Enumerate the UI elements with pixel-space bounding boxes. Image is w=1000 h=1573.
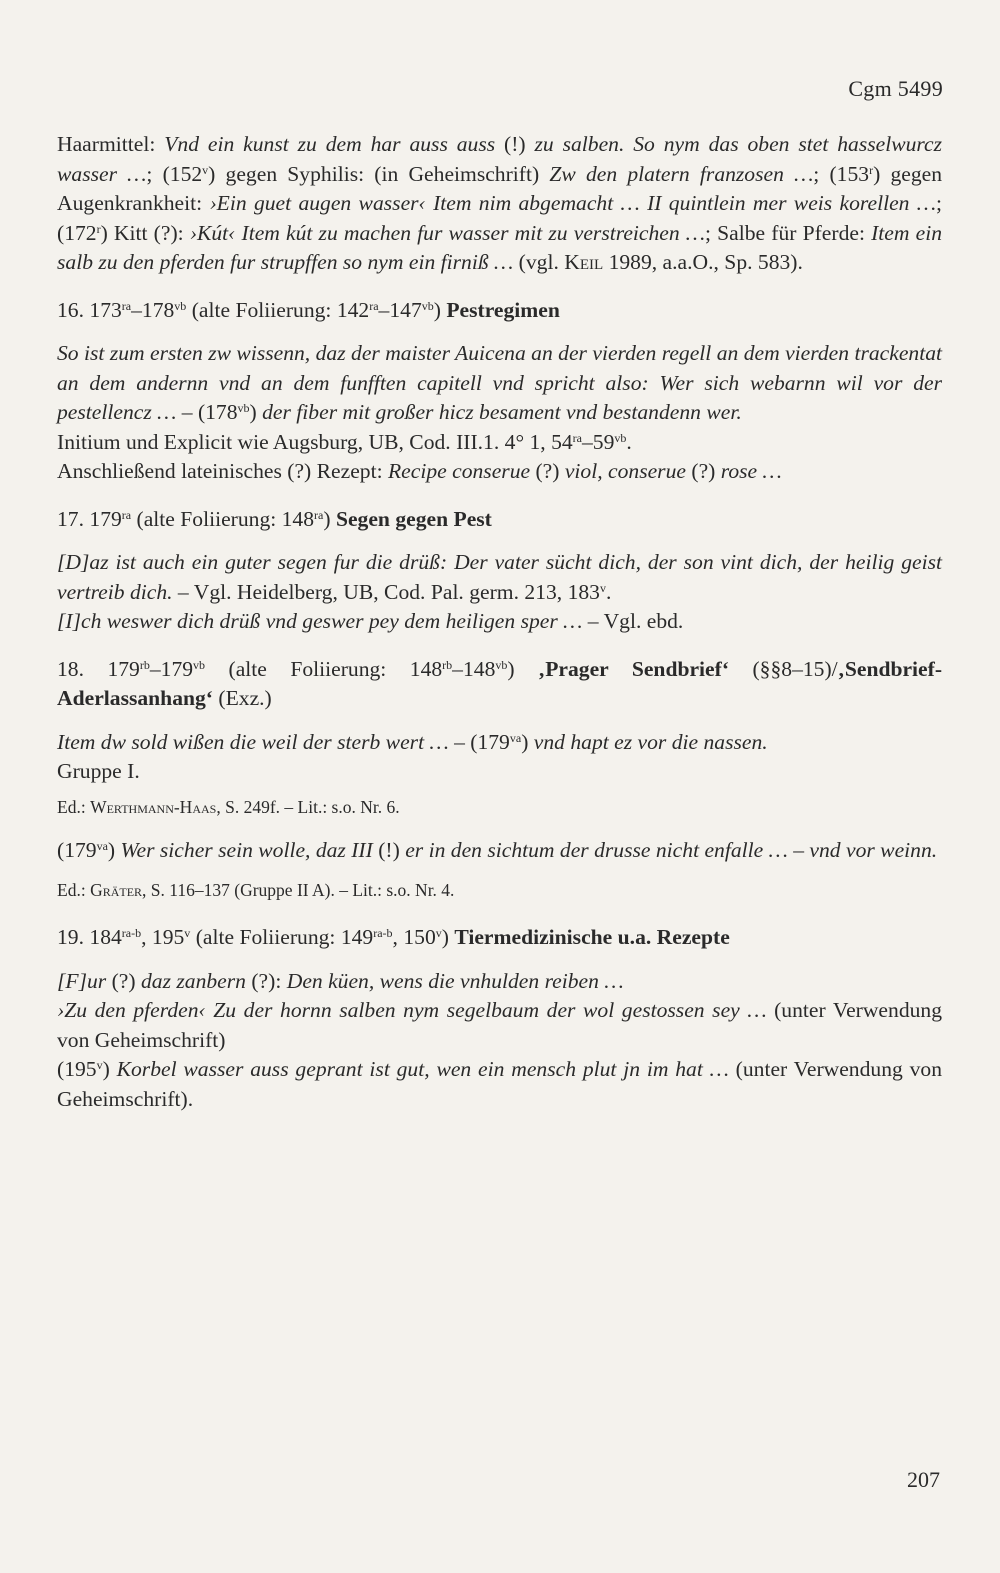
quote-run: So ist zum ersten zw wissenn, daz der maister Auicena an der vierden regell an dem vierden trackentat an dem andernn vnd an dem funfften capitell vnd spricht also: Wer sich webarnn wil vor der pestellencz … <box>57 341 942 424</box>
folio-sup: ra-b <box>373 926 393 940</box>
text-run: ; (152 <box>146 161 203 186</box>
text-run: (alte Foliierung: 148 <box>131 506 315 531</box>
entry-title: ‚Prager Sendbrief‘ <box>538 656 730 681</box>
text-run: (alte Foliierung: 149 <box>190 925 374 949</box>
entry-18-group: Gruppe I. <box>57 759 140 783</box>
folio-sup: ra-b <box>121 926 142 940</box>
quote-run: vnd hapt ez vor die nassen. <box>533 729 768 754</box>
text-run: ) <box>521 729 534 754</box>
author-name: Gräter <box>90 879 143 900</box>
folio-sup: ra <box>369 298 379 313</box>
folio-sup: r <box>96 221 101 236</box>
text-run: (!) <box>495 132 535 156</box>
folio-sup: r <box>869 162 874 177</box>
text-run: –148 <box>452 656 496 681</box>
text-run: 16. 173 <box>57 297 122 322</box>
text-run: (alte Foliierung: 142 <box>186 297 370 322</box>
folio-sup: v <box>435 926 442 940</box>
entry-19-recipe-2 <box>57 996 942 1055</box>
text-run: (vgl. <box>513 250 565 274</box>
text-run: (?): <box>245 968 287 993</box>
text-run: ) <box>102 1057 117 1081</box>
folio-sup: ra <box>121 298 132 313</box>
entry-16-quote <box>57 339 942 428</box>
text-run: – Vgl. ebd. <box>582 609 684 633</box>
text-run: (§§8–15)/ <box>729 656 838 681</box>
text-run: ) Kitt (?): <box>100 220 190 245</box>
quote-run: Zw den platern franzosen … <box>549 161 814 186</box>
text-run: ) <box>323 506 336 531</box>
text-run: ) <box>107 838 121 862</box>
entry-18-edition <box>57 793 942 823</box>
entry-19-recipe-1 <box>57 967 942 997</box>
text-run: ) gegen Syphilis: (in Geheimschrift) <box>208 161 550 186</box>
quote-run: [I]ch weswer dich drüß vnd geswer pey dem heiligen sper … <box>57 609 583 633</box>
entry-17-quote-2 <box>57 607 942 637</box>
quote-run: Wer sicher sein wolle, daz III <box>120 838 373 862</box>
text-run: (unter Verwendung von Geheimschrift) <box>57 998 943 1052</box>
entry-18-edition-2 <box>57 876 942 906</box>
text-run: 19. 184 <box>57 925 122 949</box>
text-run: , 195 <box>141 925 185 949</box>
text-run: , S. 249f. – Lit.: s.o. Nr. 6. <box>216 796 400 817</box>
folio-sup: vb <box>495 657 508 672</box>
entry-15-continuation <box>57 130 942 278</box>
text-run: ) gegen Augenkrankheit: <box>57 161 943 215</box>
entry-17-quote <box>57 548 942 607</box>
text-run: (179 <box>57 838 97 862</box>
quote-run: Korbel wasser auss geprant ist gut, wen ein mensch plut jn im hat … <box>116 1057 729 1081</box>
folio-sup: ra <box>314 507 324 522</box>
text-run: – Vgl. Heidelberg, UB, Cod. Pal. germ. 213, 183 <box>172 579 600 604</box>
text-run: 1989, a.a.O., Sp. 583). <box>603 250 803 274</box>
text-run: –179 <box>149 656 194 681</box>
text-run: –178 <box>131 297 175 322</box>
quote-run: [F]ur <box>57 968 107 993</box>
text-run: , 150 <box>392 925 436 949</box>
quote-run: ›Zu den pferden‹ Zu der hornn salben nym segelbaum der wol gestossen sey … <box>57 998 767 1022</box>
entry-19-heading <box>57 923 942 953</box>
text-run: . <box>626 429 632 454</box>
folio-sup: vb <box>237 401 250 415</box>
entry-title: ‚Sendbrief-Aderlassanhang‘ <box>57 656 943 710</box>
quote-run: Den küen, wens die vnhulden reiben … <box>286 968 624 993</box>
entry-18-sub-quote <box>57 836 942 866</box>
quote-run: zu salben. So nym das oben stet hasselwurcz wasser … <box>57 132 942 186</box>
folio-sup: v <box>202 162 209 177</box>
text-run: – (179 <box>448 729 510 754</box>
entry-16-note <box>57 428 942 458</box>
entry-18-heading <box>57 655 942 714</box>
folio-sup: va <box>509 730 522 745</box>
quote-run: ›Ein guet augen wasser‹ Item nim abgemacht … II quintlein mer weis korellen … <box>209 191 936 215</box>
text-run: , S. 116–137 (Gruppe II A). – Lit.: s.o. Nr. 4. <box>142 879 455 900</box>
text-run: ; (153 <box>813 161 870 186</box>
entry-16-heading <box>57 296 942 326</box>
text-run: 17. 179 <box>57 506 122 531</box>
folio-sup: ra <box>572 430 582 445</box>
folio-sup: vb <box>174 298 187 313</box>
text-run: ) <box>507 656 539 681</box>
entry-19-recipe-3 <box>57 1055 942 1114</box>
text-run: (195 <box>57 1057 97 1081</box>
text-run: . <box>605 579 612 604</box>
quote-run: rose … <box>720 459 782 483</box>
quote-run: [D]az ist auch ein guter segen fur die drüß: Der vater sücht dich, der son vint dich, der heilig geist vertreib dich. <box>57 550 942 604</box>
text-run: ; Salbe für Pferde: <box>705 220 872 245</box>
text-run: ) <box>433 297 447 322</box>
page-number: 207 <box>907 1467 940 1492</box>
entry-title: Segen gegen Pest <box>335 506 492 531</box>
entry-18-quote <box>57 728 942 758</box>
text-run: (?) <box>530 459 565 483</box>
folio-sup: va <box>96 839 108 853</box>
text-run: (alte Foliierung: 148 <box>205 656 443 681</box>
entry-title: Pestregimen <box>446 297 560 322</box>
quote-run: daz zanbern <box>140 968 246 993</box>
catalog-text <box>57 130 942 1114</box>
text-run: (?) <box>685 459 721 483</box>
folio-sup: v <box>96 1058 103 1072</box>
folio-sup: rb <box>139 657 150 672</box>
text-run: Anschließend lateinisches (?) Rezept: <box>57 459 388 483</box>
text-run: –59 <box>582 429 615 454</box>
text-run: Haarmittel: <box>57 132 165 156</box>
entry-title: Tiermedizinische u.a. Rezepte <box>454 925 730 949</box>
entry-17-heading <box>57 505 942 535</box>
folio-sup: vb <box>193 657 206 672</box>
author-name: Werthmann-Haas <box>90 796 217 817</box>
folio-sup: v <box>184 926 191 940</box>
quote-run: Vnd ein kunst zu dem har auss auss <box>164 132 496 156</box>
folio-sup: v <box>599 580 606 595</box>
text-run: (?) <box>106 968 141 993</box>
entry-16-recipe <box>57 457 942 487</box>
text-run: Ed.: <box>57 796 91 817</box>
quote-run: Recipe conserue <box>387 459 531 483</box>
quote-run: viol, conserue <box>564 459 686 483</box>
folio-sup: vb <box>421 298 434 313</box>
quote-run: ›Kút‹ Item kút zu machen fur wasser mit zu verstreichen … <box>189 220 706 245</box>
running-head: Cgm 5499 <box>848 76 943 101</box>
text-run: (Exz.) <box>213 686 272 710</box>
text-run: –147 <box>378 297 422 322</box>
text-run: ) <box>249 400 263 424</box>
folio-sup: vb <box>614 430 627 445</box>
text-run: Initium und Explicit wie Augsburg, UB, Cod. III.1. 4° 1, 54 <box>57 429 573 454</box>
text-run: Ed.: <box>57 879 91 900</box>
quote-run: Item dw sold wißen die weil der sterb wert … <box>57 729 449 754</box>
text-run: 18. 179 <box>57 656 140 681</box>
folio-sup: rb <box>442 657 453 672</box>
text-run: (unter Verwendung von Geheimschrift). <box>57 1057 943 1111</box>
text-run: (!) <box>372 838 406 862</box>
folio-sup: ra <box>121 507 132 522</box>
author-name: Keil <box>564 250 604 274</box>
quote-run: der fiber mit großer hicz besament vnd bestandenn wer. <box>262 400 742 424</box>
text-run: ; (172 <box>57 191 942 245</box>
quote-run: Item ein salb zu den pferden fur strupffen so nym ein firniß … <box>57 220 943 274</box>
text-run: ) <box>441 925 455 949</box>
quote-run: er in den sichtum der drusse nicht enfalle … – vnd vor weinn. <box>405 838 938 862</box>
text-run: – (178 <box>176 400 238 424</box>
